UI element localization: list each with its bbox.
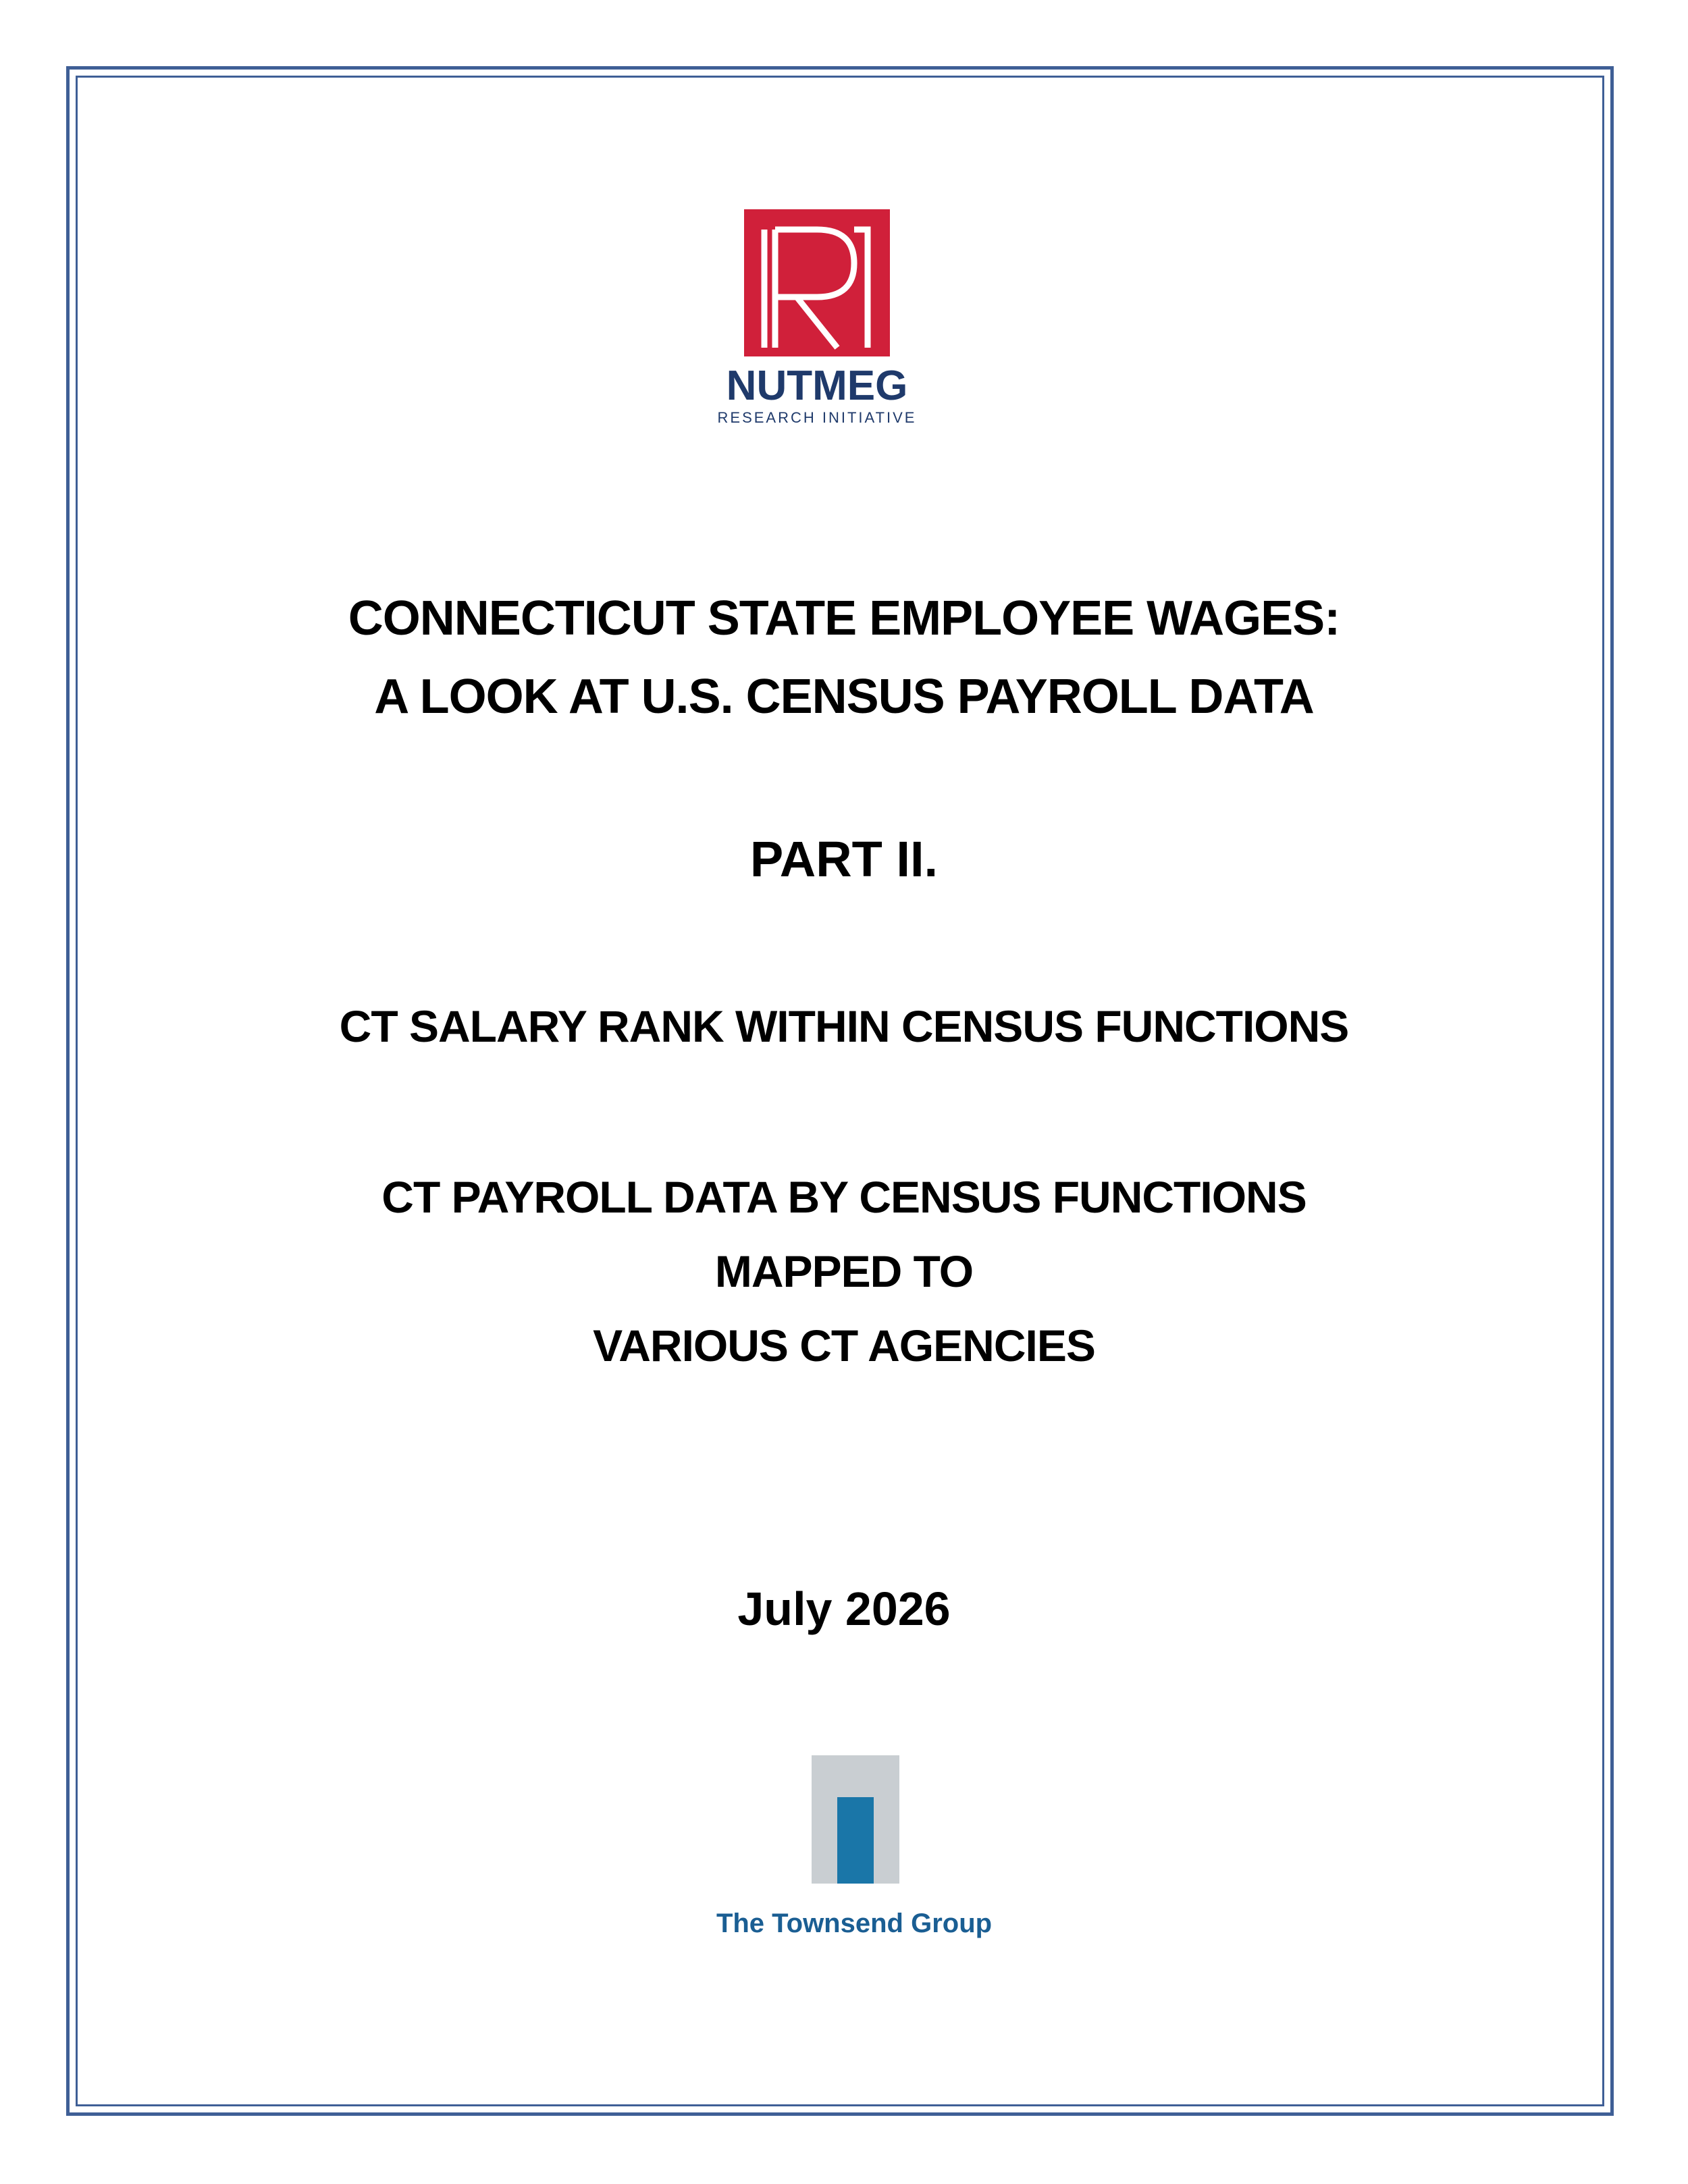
title-line-2: A LOOK AT U.S. CENSUS PAYROLL DATA: [374, 670, 1314, 724]
publication-date: July 2026: [737, 1582, 951, 1635]
nutmeg-r-mark: [744, 209, 890, 356]
townsend-group-logo: [702, 1755, 1006, 1944]
subtitle-payroll-data: [0, 1160, 1688, 1383]
subtitle-payroll-line-1: CT PAYROLL DATA BY CENSUS FUNCTIONS: [381, 1172, 1307, 1222]
nutmeg-logo: [702, 209, 932, 432]
nutmeg-logo-name: NUTMEG: [726, 363, 908, 409]
subtitle-salary-rank: CT SALARY RANK WITHIN CENSUS FUNCTIONS: [339, 1001, 1349, 1051]
subtitle-payroll-line-2: MAPPED TO: [714, 1246, 974, 1296]
document-title: [0, 579, 1688, 736]
subtitle-payroll-line-3: VARIOUS CT AGENCIES: [593, 1321, 1095, 1370]
part-label: PART II.: [749, 831, 939, 887]
townsend-t-mark: [812, 1755, 899, 1884]
townsend-logo-name: The Townsend Group: [716, 1909, 993, 1938]
title-line-1: CONNECTICUT STATE EMPLOYEE WAGES:: [348, 591, 1340, 645]
nutmeg-logo-tagline: RESEARCH INITIATIVE: [717, 409, 917, 426]
